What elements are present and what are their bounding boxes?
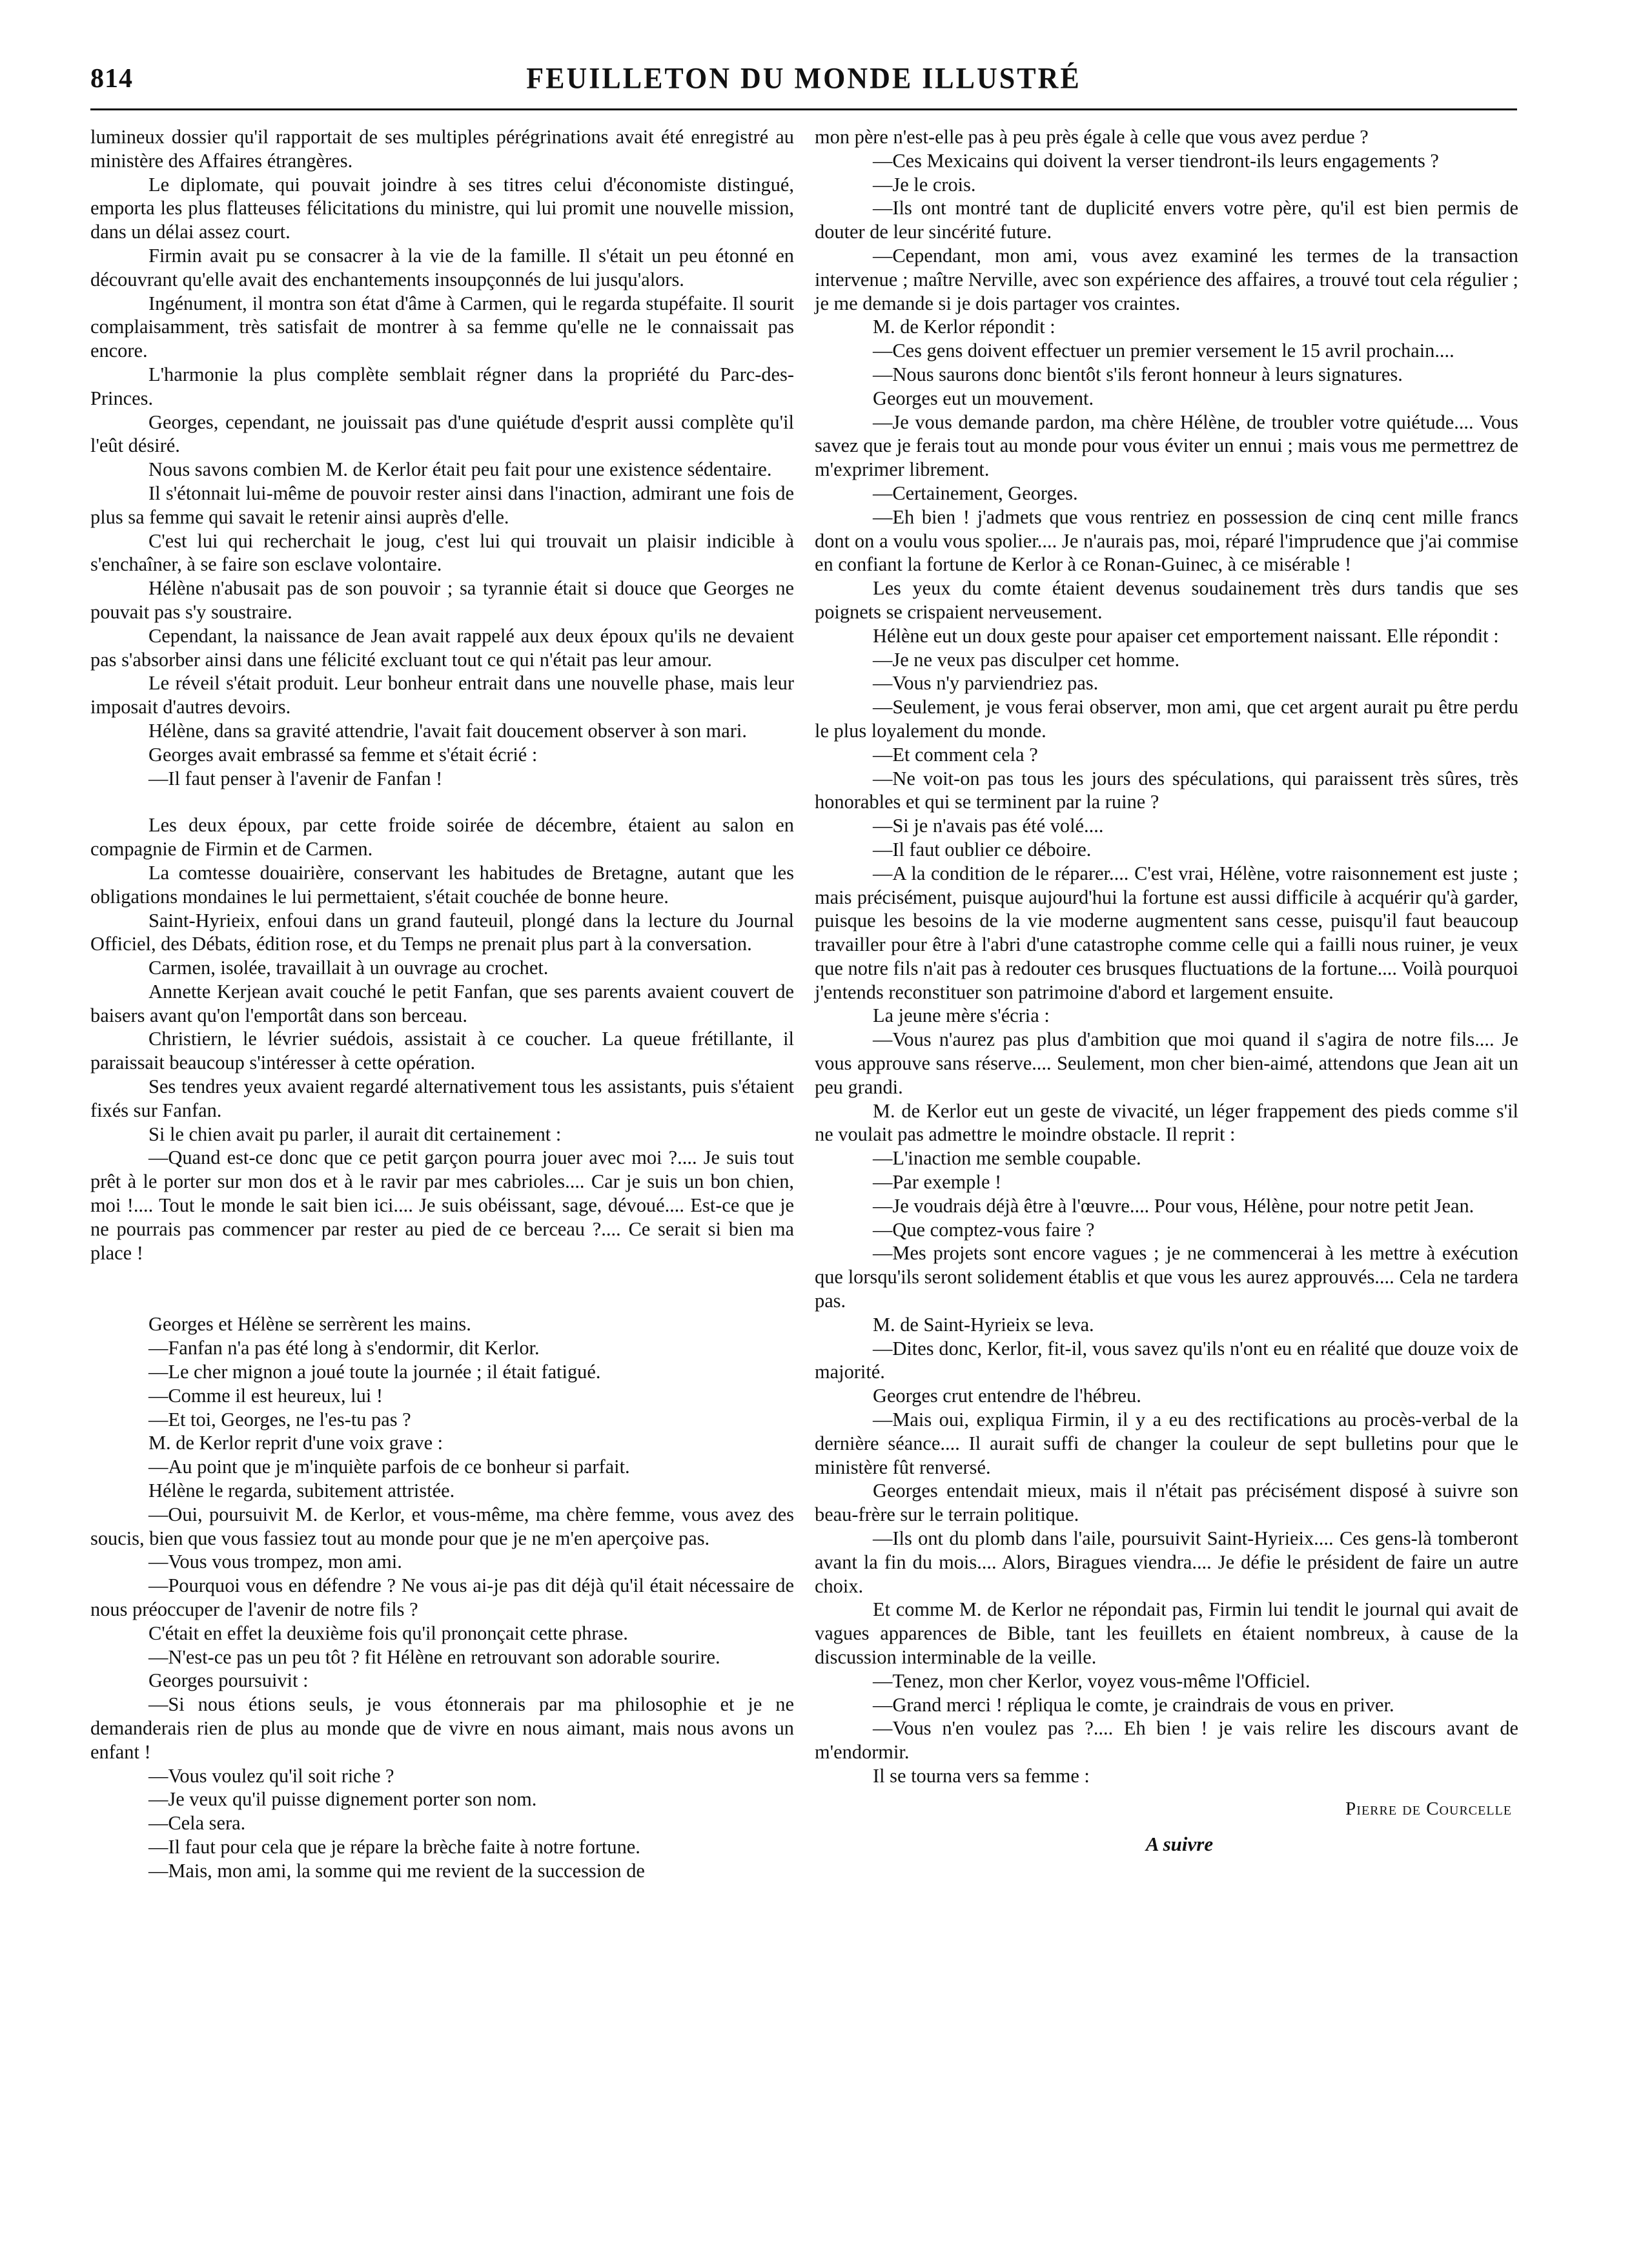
paragraph: —Eh bien ! j'admets que vous rentriez en possession de cinq cent mille francs dont on a voulu vous spolier.... Je n'aurais pas, moi, réparé l'imprudence que j'ai commise en confiant la fortune de Kerlor à ce Ronan-Guinec, à ce misérable ! [815, 505, 1518, 576]
paragraph: —Mais, mon ami, la somme qui me revient de la succession de [148, 1859, 645, 1882]
paragraph: Georges et Hélène se serrèrent les mains. [148, 1313, 471, 1336]
paragraph: —Nous saurons donc bientôt s'ils feront honneur à leurs signatures. [873, 363, 1403, 385]
paragraph: —Que comptez-vous faire ? [873, 1218, 1095, 1241]
paragraph: Georges, cependant, ne jouissait pas d'une quiétude d'esprit aussi complète qu'il l'eût désiré. [90, 411, 794, 457]
paragraph: —Oui, poursuivit M. de Kerlor, et vous-même, ma chère femme, vous avez des soucis, bien que vous fassiez tout au monde pour que je ne m'en aperçoive pas. [90, 1503, 794, 1549]
paragraph: —Ces gens doivent effectuer un premier versement le 15 avril prochain.... [873, 340, 1454, 362]
paragraph: lumineux dossier qu'il rapportait de ses multiples pérégrinations avait été enregistré au ministère des Affaires étrangères. [90, 126, 794, 172]
paragraph: mon père n'est-elle pas à peu près égale à celle que vous avez perdue ? [815, 126, 1369, 148]
paragraph: —Ils ont montré tant de duplicité envers votre père, qu'il est bien permis de douter de leur sincérité future. [815, 197, 1518, 243]
paragraph: Georges entendait mieux, mais il n'était pas précisément disposé à suivre son beau-frère sur le terrain politique. [815, 1480, 1518, 1526]
paragraph: La jeune mère s'écria : [873, 1004, 1050, 1027]
paragraph: —Au point que je m'inquiète parfois de ce bonheur si parfait. [148, 1456, 630, 1478]
paragraph: —Je voudrais déjà être à l'œuvre.... Pour vous, Hélène, pour notre petit Jean. [873, 1194, 1474, 1217]
paragraph: —Ils ont du plomb dans l'aile, poursuivit Saint-Hyrieix.... Ces gens-là tomberont avant la fin du mois.... Alors, Biragues viendra.... Je défie le président de faire un autre choix. [815, 1527, 1518, 1597]
paragraph: Les yeux du comte étaient devenus soudainement très durs tandis que ses poignets se crispaient nerveusement. [815, 577, 1518, 623]
paragraph: —Il faut oublier ce déboire. [873, 838, 1092, 860]
paragraph: Le réveil s'était produit. Leur bonheur entrait dans une nouvelle phase, mais leur imposait d'autres devoirs. [90, 672, 794, 718]
paragraph: —Vous n'aurez pas plus d'ambition que moi quand il s'agira de notre fils.... Je vous approuve sans réserve.... Seulement, mon cher bien-aimé, attendons que Jean ait un peu grandi. [815, 1028, 1518, 1098]
paragraph: —Il faut pour cela que je répare la brèche faite à notre fortune. [148, 1835, 640, 1858]
paragraph: Cependant, la naissance de Jean avait rappelé aux deux époux qu'ils ne devaient pas s'absorber ainsi dans une félicité excluant tout ce qui n'était pas leur amour. [90, 624, 794, 671]
paragraph: —Je vous demande pardon, ma chère Hélène, de troubler votre quiétude.... Vous savez que je ferais tout au monde pour vous éviter un ennui ; mais vous me permettrez de m'exprimer librement. [815, 411, 1518, 481]
running-title: FEUILLETON DU MONDE ILLUSTRÉ [526, 61, 1081, 96]
paragraph: Hélène, dans sa gravité attendrie, l'avait fait doucement observer à son mari. [148, 719, 747, 742]
paragraph: —Cependant, mon ami, vous avez examiné les termes de la transaction intervenue ; maître Nerville, avec son expérience des affaires, a trouvé tout cela régulier ; je me demande si je dois partager vos craintes. [815, 244, 1518, 314]
paragraph: —Si nous étions seuls, je vous étonnerais par ma philosophie et je ne demanderais rien de plus au monde que de vivre en nous aimant, mais nous avons un enfant ! [90, 1693, 794, 1763]
paragraph: —Et toi, Georges, ne l'es-tu pas ? [148, 1408, 411, 1430]
paragraph: —Et comment cela ? [873, 743, 1038, 766]
paragraph: Christiern, le lévrier suédois, assistait à ce coucher. La queue frétillante, il paraissait beaucoup s'intéresser à cette opération. [90, 1028, 794, 1074]
paragraph: —Il faut penser à l'avenir de Fanfan ! [148, 767, 443, 789]
paragraph: —Dites donc, Kerlor, fit-il, vous savez qu'ils n'ont eu en réalité que douze voix de majorité. [815, 1337, 1518, 1383]
paragraph: Georges eut un mouvement. [873, 387, 1094, 409]
paragraph: Et comme M. de Kerlor ne répondait pas, Firmin lui tendit le journal qui avait de vagues apparences de Bible, tant les feuillets en étaient nombreux, à cause de la discussion interminable de la veille. [815, 1598, 1518, 1668]
paragraph: —Je ne veux pas disculper cet homme. [873, 648, 1180, 671]
paragraph: Annette Kerjean avait couché le petit Fanfan, que ses parents avaient couvert de baisers avant qu'on l'emportât dans son berceau. [90, 980, 794, 1026]
paragraph: —Comme il est heureux, lui ! [148, 1384, 383, 1407]
paragraph: Le diplomate, qui pouvait joindre à ses titres celui d'économiste distingué, emporta les plus flatteuses félicitations du ministre, qui lui promit une nouvelle mission, dans un délai assez court. [90, 173, 794, 243]
paragraph: Si le chien avait pu parler, il aurait dit certainement : [148, 1123, 562, 1145]
paragraph: —Je le crois. [873, 173, 976, 196]
paragraph: —Fanfan n'a pas été long à s'endormir, dit Kerlor. [148, 1337, 540, 1359]
paragraph: —Mais oui, expliqua Firmin, il y a eu des rectifications au procès-verbal de la dernière séance.... Il aurait suffi de changer la couleur de sept bulletins pour que le ministère fût renversé. [815, 1409, 1518, 1478]
paragraph: —Grand merci ! répliqua le comte, je craindrais de vous en priver. [873, 1693, 1394, 1716]
header-rule [90, 108, 1517, 110]
paragraph: —Ne voit-on pas tous les jours des spéculations, qui paraissent très sûres, très honorables et qui se terminent par la ruine ? [815, 767, 1518, 813]
paragraph: —Je veux qu'il puisse dignement porter son nom. [148, 1788, 537, 1811]
paragraph: —Vous n'y parviendriez pas. [873, 672, 1099, 695]
author-signature: Pierre de Courcelle [1345, 1798, 1512, 1819]
paragraph: —Si je n'avais pas été volé.... [873, 815, 1104, 837]
paragraph: Il s'étonnait lui-même de pouvoir rester ainsi dans l'inaction, admirant une fois de plus sa femme qui savait le retenir ainsi auprès d'elle. [90, 482, 794, 528]
paragraph: Firmin avait pu se consacrer à la vie de la famille. Il s'était un peu étonné en découvrant qu'elle avait des enchantements insoupçonnés de lui jusqu'alors. [90, 244, 794, 290]
paragraph: C'est lui qui recherchait le joug, c'est lui qui trouvait un plaisir indicible à s'enchaîner, à se faire son esclave volontaire. [90, 529, 794, 576]
paragraph: Il se tourna vers sa femme : [873, 1764, 1090, 1787]
paragraph: Les deux époux, par cette froide soirée de décembre, étaient au salon en compagnie de Firmin et de Carmen. [90, 814, 794, 860]
paragraph: M. de Kerlor reprit d'une voix grave : [148, 1432, 444, 1454]
paragraph: —Vous voulez qu'il soit riche ? [148, 1764, 394, 1787]
paragraph: —A la condition de le réparer.... C'est vrai, Hélène, votre raisonnement est juste ; mais précisément, puisque aujourd'hui la fortune est aussi difficile à acquérir qu'à garder, puisque les besoins de la vie moderne augmentent sans cesse, puisqu'il faut beaucoup travailler pour être à l'abri d'une catastrophe comme celle qui a failli nous ruiner, je veux que notre fils n'ait pas à redouter ces brusques fluctuations de la fortune.... Voilà pourquoi j'entends reconstituer son patrimoine d'abord et largement ensuite. [815, 862, 1518, 1003]
paragraph: —Le cher mignon a joué toute la journée ; il était fatigué. [148, 1361, 601, 1383]
paragraph: —Vous n'en voulez pas ?.... Eh bien ! je vais relire les discours avant de m'endormir. [815, 1717, 1518, 1764]
paragraph: C'était en effet la deuxième fois qu'il prononçait cette phrase. [148, 1622, 628, 1644]
paragraph: —Par exemple ! [873, 1171, 1002, 1194]
paragraph: Georges poursuivit : [148, 1669, 309, 1692]
paragraph: —Cela sera. [148, 1812, 246, 1835]
paragraph: Hélène eut un doux geste pour apaiser cet emportement naissant. Elle répondit : [873, 624, 1499, 647]
paragraph: —N'est-ce pas un peu tôt ? fit Hélène en retrouvant son adorable sourire. [148, 1645, 720, 1668]
paragraph: —Seulement, je vous ferai observer, mon ami, que cet argent aurait pu être perdu le plus loyalement du monde. [815, 696, 1518, 742]
paragraph: Ingénument, il montra son état d'âme à Carmen, qui le regarda stupéfaite. Il sourit complaisamment, très satisfait de montrer à sa femme qu'elle ne le connaissait pas encore. [90, 292, 794, 362]
paragraph: Carmen, isolée, travaillait à un ouvrage au crochet. [148, 957, 549, 979]
page-header [90, 62, 1517, 101]
to-be-continued: A suivre [1145, 1832, 1214, 1855]
paragraph: Hélène le regarda, subitement attristée. [148, 1480, 455, 1502]
paragraph: —L'inaction me semble coupable. [873, 1147, 1141, 1170]
paragraph: La comtesse douairière, conservant les habitudes de Bretagne, autant que les obligations mondaines le lui permettaient, s'était couchée de bonne heure. [90, 861, 794, 908]
paragraph: M. de Saint-Hyrieix se leva. [873, 1313, 1094, 1336]
paragraph: Nous savons combien M. de Kerlor était peu fait pour une existence sédentaire. [148, 458, 772, 481]
paragraph: —Mes projets sont encore vagues ; je ne commencerai à les mettre à exécution que lorsqu'ils seront solidement établis et que vous les aurez approuvés.... Cela ne tardera pas. [815, 1242, 1518, 1312]
left-column [90, 125, 794, 1883]
paragraph: —Certainement, Georges. [873, 482, 1078, 504]
paragraph: Georges crut entendre de l'hébreu. [873, 1385, 1141, 1407]
paragraph: —Vous vous trompez, mon ami. [148, 1551, 402, 1573]
paragraph: M. de Kerlor répondit : [873, 316, 1055, 338]
paragraph: L'harmonie la plus complète semblait régner dans la propriété du Parc-des-Princes. [90, 363, 794, 409]
paragraph: M. de Kerlor eut un geste de vivacité, un léger frappement des pieds comme s'il ne voulait pas admettre le moindre obstacle. Il reprit : [815, 1099, 1518, 1146]
page-number: 814 [90, 64, 133, 94]
paragraph: —Ces Mexicains qui doivent la verser tiendront-ils leurs engagements ? [873, 149, 1439, 172]
paragraph: Georges avait embrassé sa femme et s'était écrié : [148, 743, 538, 766]
right-column [815, 125, 1518, 1856]
paragraph: Saint-Hyrieix, enfoui dans un grand fauteuil, plongé dans la lecture du Journal Officiel, des Débats, édition rose, et du Temps ne prenait plus part à la conversation. [90, 909, 794, 955]
paragraph: Ses tendres yeux avaient regardé alternativement tous les assistants, puis s'étaient fixés sur Fanfan. [90, 1075, 794, 1121]
paragraph: —Pourquoi vous en défendre ? Ne vous ai-je pas dit déjà qu'il était nécessaire de nous préoccuper de l'avenir de notre fils ? [90, 1574, 794, 1621]
paragraph: —Quand est-ce donc que ce petit garçon pourra jouer avec moi ?.... Je suis tout prêt à le porter sur mon dos et à le ravir par mes cabrioles.... Car je suis un bon chien, moi !.... Tout le monde le sait bien ici.... Je suis obéissant, sage, dévoué.... Est-ce que je ne pourrais pas commencer par rester au pied de ce berceau ?.... Ce serait si bien ma place ! [90, 1146, 794, 1264]
paragraph: Hélène n'abusait pas de son pouvoir ; sa tyrannie était si douce que Georges ne pouvait pas s'y soustraire. [90, 577, 794, 623]
paragraph: —Tenez, mon cher Kerlor, voyez vous-même l'Officiel. [873, 1669, 1310, 1692]
